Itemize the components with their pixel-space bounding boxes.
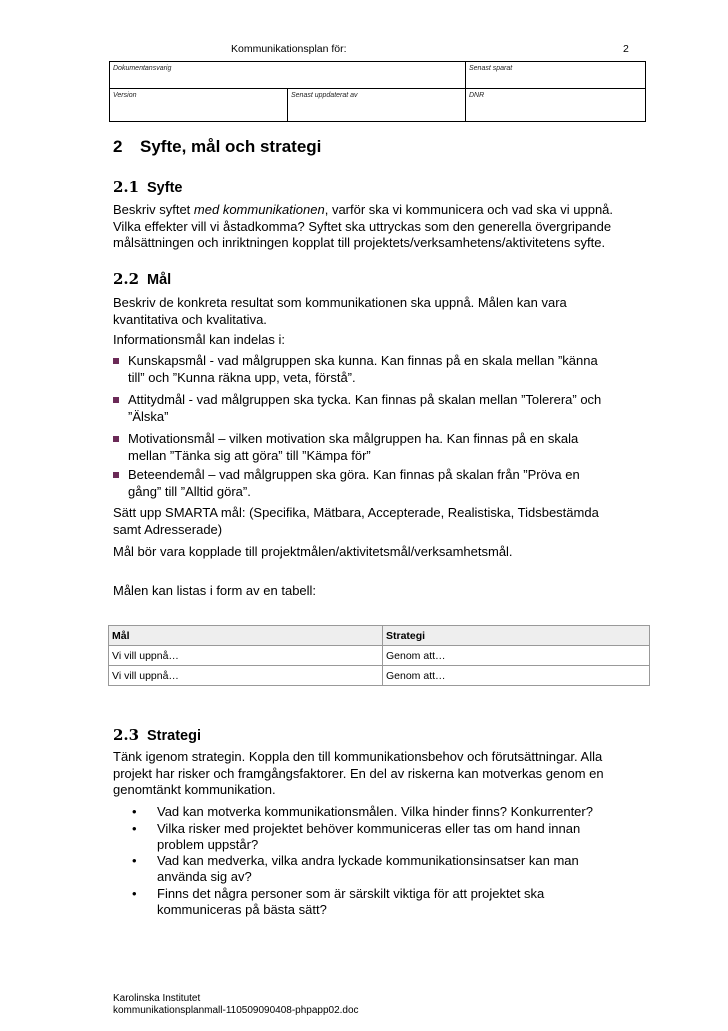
table-header-cell: Strategi xyxy=(383,626,650,646)
text-line: Sätt upp SMARTA mål: (Specifika, Mätbara, Accepterade, Realistiska, Tidsbestämda xyxy=(113,505,599,520)
meta-divider xyxy=(287,88,288,121)
bullet-icon: • xyxy=(132,804,137,819)
text-line: Beskriv de konkreta resultat som kommunikationen ska uppnå. Målen kan vara xyxy=(113,295,567,310)
meta-divider xyxy=(110,88,645,89)
square-bullet-icon xyxy=(113,436,119,442)
strategi-intro xyxy=(113,749,643,799)
text-line: målsättningen och inriktningen kopplat till projektets/verksamhetens/aktivitetens syfte. xyxy=(113,235,606,250)
table-row xyxy=(109,666,650,686)
subsection-number: 2.3 xyxy=(113,726,140,744)
table-intro: Målen kan listas i form av en tabell: xyxy=(113,583,317,598)
meta-divider xyxy=(465,62,466,121)
section-heading xyxy=(113,137,321,157)
label-dnr: DNR xyxy=(469,92,485,99)
bullet-icon: • xyxy=(132,853,137,868)
list-item: • Finns det några personer som är särskilt viktiga för att projektet ska kommuniceras på bästa sätt? xyxy=(132,886,545,918)
subsection-number: 2.1 xyxy=(113,178,140,196)
list-item: Attitydmål - vad målgruppen ska tycka. Kan finnas på skalan mellan ”Tolerera” och ”Älska” xyxy=(113,392,633,425)
list-item: Kunskapsmål - vad målgruppen ska kunna. Kan finnas på en skala mellan ”känna till” och ”Kunna räkna upp, veta, förstå”. xyxy=(113,353,633,386)
label-dokumentansvarig: Dokumentansvarig xyxy=(113,65,172,72)
text-line: kvantitativa och kvalitativa. xyxy=(113,311,267,327)
subsection-title: Mål xyxy=(147,272,172,288)
footer-org: Karolinska Institutet xyxy=(113,993,201,1004)
list-item: • Vilka risker med projektet behöver kommuniceras eller tas om hand innan problem uppstår? xyxy=(132,821,581,853)
table-header-row xyxy=(109,626,650,646)
subsection-heading-mal xyxy=(113,270,171,288)
mal-intro xyxy=(113,295,643,328)
subsection-title: Strategi xyxy=(147,728,201,744)
bullet-icon: • xyxy=(132,821,137,836)
section-number: 2 xyxy=(113,137,123,156)
text-line: Beskriv syftet med kommunikationen, varför ska vi kommunicera och vad ska vi uppnå. xyxy=(113,202,614,217)
square-bullet-icon xyxy=(113,358,119,364)
subsection-number: 2.2 xyxy=(113,270,140,288)
link-paragraph: Mål bör vara kopplade till projektmålen/aktivitetsmål/verksamhetsmål. xyxy=(113,544,513,559)
goals-table xyxy=(108,625,650,686)
table-cell: Vi vill uppnå… xyxy=(109,646,383,666)
page-number: 2 xyxy=(623,43,629,55)
label-senast-uppdaterat-av: Senast uppdaterat av xyxy=(291,92,358,99)
square-bullet-icon xyxy=(113,397,119,403)
text-line: genomtänkt kommunikation. xyxy=(113,782,276,797)
metadata-table xyxy=(109,61,646,122)
table-header-cell: Mål xyxy=(109,626,383,646)
list-item: • Vad kan medverka, vilka andra lyckade kommunikationsinsatser kan man använda sig av? xyxy=(132,853,579,885)
subsection-heading-strategi xyxy=(113,726,201,744)
bullet-icon: • xyxy=(132,886,137,901)
text-line: samt Adresserade) xyxy=(113,521,223,537)
list-intro: Informationsmål kan indelas i: xyxy=(113,332,285,347)
section-title: Syfte, mål och strategi xyxy=(140,137,322,156)
label-version: Version xyxy=(113,92,137,99)
syfte-paragraph xyxy=(113,202,643,252)
text-line: Tänk igenom strategin. Koppla den till kommunikationsbehov och förutsättningar. Alla xyxy=(113,749,603,764)
header-title: Kommunikationsplan för: xyxy=(231,43,347,55)
table-cell: Vi vill uppnå… xyxy=(109,666,383,686)
table-cell: Genom att… xyxy=(383,666,650,686)
text-line: projekt har risker och framgångsfaktorer. En del av riskerna kan motverkas genom en xyxy=(113,765,604,781)
square-bullet-icon xyxy=(113,472,119,478)
list-item: • Vad kan motverka kommunikationsmålen. Vilka hinder finns? Konkurrenter? xyxy=(132,804,593,819)
table-cell: Genom att… xyxy=(383,646,650,666)
subsection-title: Syfte xyxy=(147,180,183,196)
list-item: Motivationsmål – vilken motivation ska målgruppen ha. Kan finnas på en skala mellan ”Tänka sig att göra” till ”Kämpa för” xyxy=(113,431,633,464)
smarta-paragraph xyxy=(113,505,643,538)
label-senast-sparat: Senast sparat xyxy=(469,65,513,72)
list-item: Beteendemål – vad målgruppen ska göra. Kan finnas på skalan från ”Pröva en gång” till ”Alltid göra”. xyxy=(113,467,633,500)
footer-filename: kommunikationsplanmall-110509090408-phpapp02.doc xyxy=(113,1005,359,1016)
subsection-heading-syfte xyxy=(113,178,182,196)
table-row xyxy=(109,646,650,666)
text-line: Vilka effekter vill vi åstadkomma? Syftet ska uttryckas som den generella övergripande xyxy=(113,218,612,234)
